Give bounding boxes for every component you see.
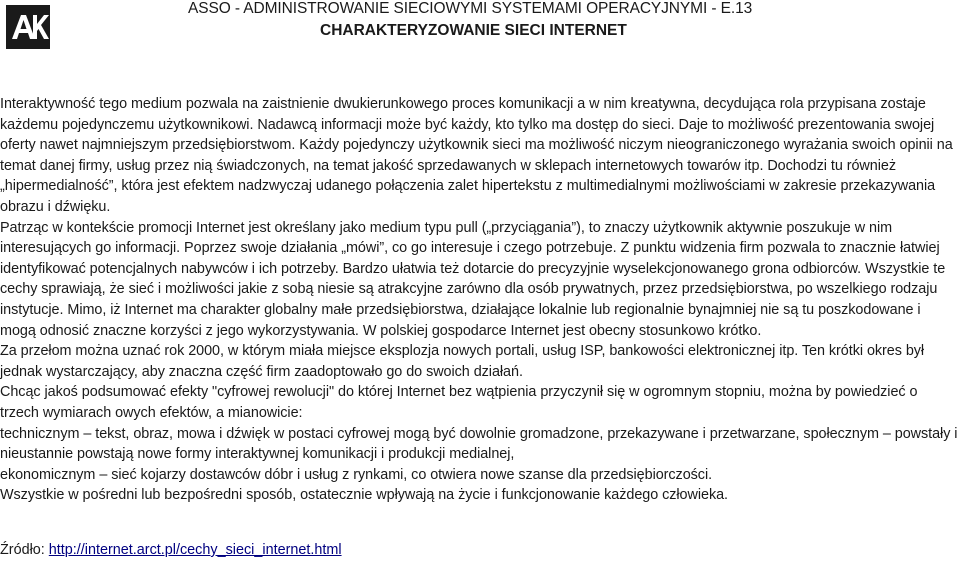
course-title: ASSO - ADMINISTROWANIE SIECIOWYMI SYSTEMAMI OPERACYJNYMI - E.13	[188, 0, 753, 17]
source-citation	[0, 540, 342, 560]
paragraph: Wszystkie w pośredni lub bezpośredni sposób, ostatecznie wpływają na życie i funkcjonowanie każdego człowieka.	[0, 487, 729, 504]
paragraph: ekonomicznym – sieć kojarzy dostawców dóbr i usług z rynkami, co otwiera nowe szanse dla przedsiębiorczości.	[0, 466, 713, 483]
paragraph: technicznym – tekst, obraz, mowa i dźwięk w postaci cyfrowej mogą być dowolnie gromadzone, przekazywane i przetwarzane, społecznym – powstały i nieustannie powstają nowe formy interaktywnej komunikacji i produkcji medialnej,	[0, 425, 958, 463]
paragraph: Patrząc w kontekście promocji Internet jest określany jako medium typu pull („przyciągania”), to znaczy użytkownik aktywnie poszukuje w nim interesujących go informacji. Poprzez swoje działania „mówi”, co go interesuje i czego potrzebuje. Z punktu widzenia firm pozwala to znacznie łatwiej identyfikować potencjalnych nabywców i ich potrzeby. Bardzo ułatwia też dotarcie do precyzyjnie wyselekcjonowanego grona odbiorców. Wszystkie te cechy sprawiają, że sieć i możliwości jakie z sobą niesie są atrakcyjne zarówno dla osób prywatnych, przez przedsiębiorstwa, po wszelkiego rodzaju instytucje. Mimo, iż Internet ma charakter globalny małe przedsiębiorstwa, działające lokalnie lub regionalnie bynajmniej nie są tu poszkodowane i mogą odnosić znaczne korzyści z jego wykorzystywania. W polskiej gospodarce Internet jest obecny stosunkowo krótko.	[0, 219, 946, 339]
topic-title: CHARAKTERYZOWANIE SIECI INTERNET	[320, 22, 627, 39]
document-body	[0, 94, 960, 506]
paragraph: Interaktywność tego medium pozwala na zaistnienie dwukierunkowego proces komunikacji a w nim kreatywna, decydująca rola przypisana zostaje każdemu pojedynczemu użytkownikowi. Nadawcą informacji może być każdy, kto tylko ma dostęp do sieci. Daje to możliwość prezentowania swojej oferty nawet najmniejszym przedsiębiorstwom. Każdy pojedynczy użytkownik sieci ma możliwość niczym nieograniczonego wyrażania swoich opinii na temat danej firmy, usług przez nią świadczonych, na temat jakość sprzedawanych w sklepach internetowych towarów itp. Dochodzi tu również „hipermedialność”, która jest efektem nadzwyczaj udanego połączenia zalet hipertekstu z multimedialnymi możliwościami w zakresie przekazywania obrazu i dźwięku.	[0, 96, 953, 215]
paragraph: Chcąc jakoś podsumować efekty "cyfrowej rewolucji" do której Internet bez wątpienia przyczynił się w ogromnym stopniu, można by powiedzieć o trzech wymiarach owych efektów, a mianowicie:	[0, 384, 918, 421]
ak-logo-icon	[6, 5, 50, 49]
paragraph: Za przełom można uznać rok 2000, w którym miała miejsce eksplozja nowych portali, usług ISP, bankowości elektronicznej itp. Ten krótki okres był jednak wystarczający, aby znaczna część firm zaadoptowało go do swoich działań.	[0, 343, 925, 380]
source-link[interactable]: http://internet.arct.pl/cechy_sieci_internet.html	[48, 542, 342, 558]
source-label: Źródło:	[0, 542, 49, 558]
